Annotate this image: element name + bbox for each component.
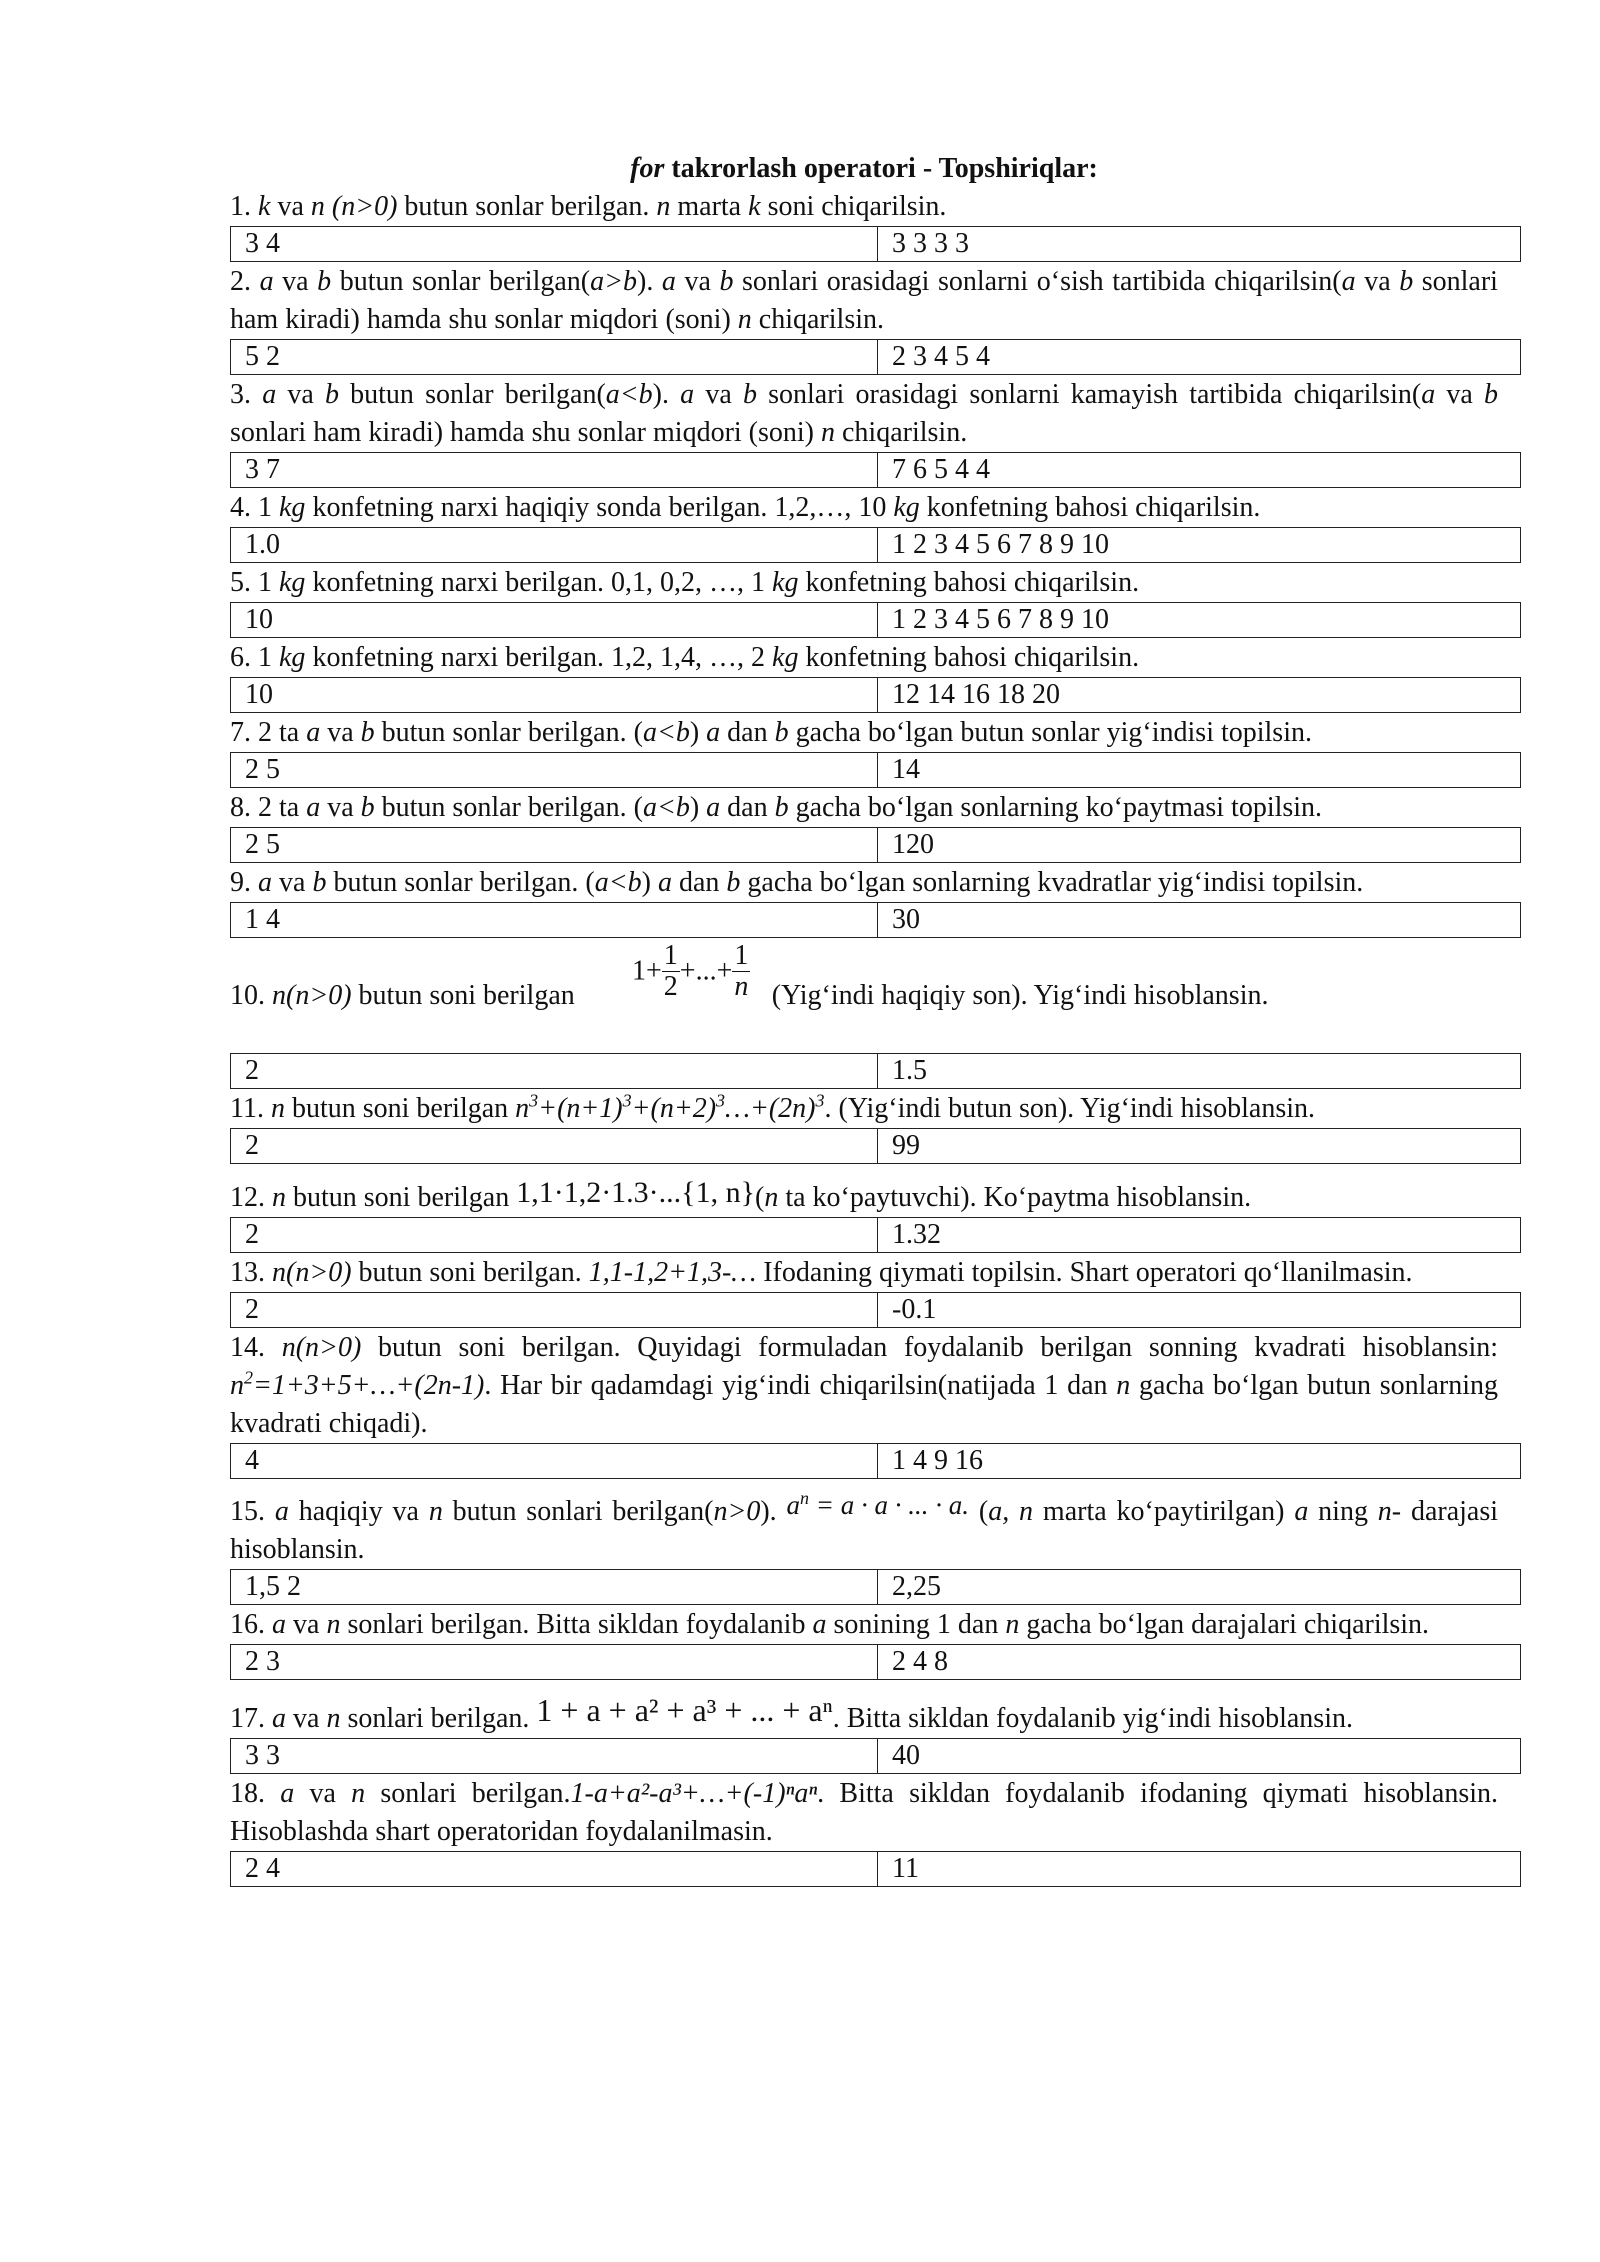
output-cell: 99 [878,1129,1521,1164]
task-11: 11. n butun soni berilgan $n^3+(n+1)^3+(n+2)^3\dots+(2n)^3$. (Yig‘indi butun son). Yig‘indi hisoblansin. [230,1090,1316,1124]
formula-cube-sum: $n^3+(n+1)^3+(n+2)^3\dots+(2n)^3$ [515,1090,825,1124]
output-cell: 1 2 3 4 5 6 7 8 9 10 [878,528,1521,563]
task-8: 8. 2 ta a va b butun sonlar berilgan. (a<b) a dan b gacha bo‘lgan sonlarning ko‘paytmasi topilsin. [230,792,1323,823]
output-cell: 30 [878,903,1521,938]
input-cell: 3 7 [231,453,878,488]
output-cell: 12 14 16 18 20 [878,678,1521,713]
io-table-2 [230,339,1521,375]
output-cell: 3 3 3 3 [878,227,1521,262]
output-cell: 11 [878,1852,1521,1887]
input-cell: 2 [231,1054,878,1089]
input-cell: 10 [231,603,878,638]
formula-square: $n^2=1+3+5+\dots+(2n-1)$ [230,1367,485,1401]
io-table-12 [230,1217,1521,1253]
io-table-3 [230,452,1521,488]
task-1: 1. k va n (n>0) butun sonlar berilgan. n marta k soni chiqarilsin. [230,191,947,222]
input-cell: 3 3 [231,1739,878,1774]
formula-power: $a^n = a \cdot a$ · ... · a. [786,1488,970,1520]
io-table-14 [230,1443,1521,1479]
io-table-16 [230,1644,1521,1680]
input-cell: 2 5 [231,828,878,863]
output-cell: 1 4 9 16 [878,1444,1521,1479]
io-table-8 [230,827,1521,863]
input-cell: 10 [231,678,878,713]
task-13: 13. n(n>0) butun soni berilgan. 1,1-1,2+1,3-… Ifodaning qiymati topilsin. Shart operatori qo‘llanilmasin. [230,1257,1413,1288]
output-cell: 1.5 [878,1054,1521,1089]
input-cell: 4 [231,1444,878,1479]
input-cell: 2 5 [231,753,878,788]
input-cell: 1 4 [231,903,878,938]
task-2: 2. a va b butun sonlar berilgan(a>b). a va b sonlari orasidagi sonlarni o‘sish tartibida chiqarilsin(a va b sonlari ham kiradi) hamda shu sonlar miqdori (soni) n chiqarilsin. [230,266,1498,335]
input-cell: 2 3 [231,1645,878,1680]
task-9: 9. a va b butun sonlar berilgan. (a<b) a dan b gacha bo‘lgan sonlarning kvadratlar yig‘indisi topilsin. [230,867,1364,898]
output-cell: 14 [878,753,1521,788]
input-cell: 1.0 [231,528,878,563]
output-cell: 2,25 [878,1570,1521,1605]
input-cell: 1,5 2 [231,1570,878,1605]
formula-geometric-sum: 1 + a + a² + a³ + ... + aⁿ [536,1692,833,1728]
fraction-half: $\frac{1}{2}$ [663,940,678,1002]
output-cell: 1.32 [878,1218,1521,1253]
io-table-6 [230,677,1521,713]
task-10: 1+ $\frac{1}{2}$ +...+ $\frac{1}{n}$ 10. n(n>0) butun soni berilgan (Yig‘indi haqiqiy son). Yig‘indi hisoblansin. [230,940,1269,1011]
io-table-11 [230,1128,1521,1164]
io-table-13 [230,1292,1521,1328]
output-cell: 7 6 5 4 4 [878,453,1521,488]
output-cell: 2 4 8 [878,1645,1521,1680]
io-table-18 [230,1851,1521,1887]
io-table-9 [230,902,1521,938]
task-5: 5. 1 kg konfetning narxi berilgan. 0,1, 0,2, …, 1 kg konfetning bahosi chiqarilsin. [230,567,1140,598]
io-table-7 [230,752,1521,788]
output-cell: 40 [878,1739,1521,1774]
task-17: 17. a va n sonlari berilgan. 1 + a + a² + a³ + ... + aⁿ. Bitta sikldan foydalanib yig‘indi hisoblansin. [230,1692,1353,1734]
document-page [230,150,1498,1888]
task-18: 18. a va n sonlari berilgan.1-a+a²-a³+…+(-1)ⁿaⁿ. Bitta sikldan foydalanib ifodaning qiymati hisoblansin. Hisoblashda shart operatoridan foydalanilmasin. [230,1778,1499,1847]
formula-alternating: 1,1-1,2+1,3-… [588,1257,757,1288]
task-7: 7. 2 ta a va b butun sonlar berilgan. (a<b) a dan b gacha bo‘lgan butun sonlar yig‘indisi topilsin. [230,717,1312,748]
io-table-4 [230,527,1521,563]
input-cell: 2 [231,1129,878,1164]
input-cell: 5 2 [231,340,878,375]
task-15: 15. a haqiqiy va n butun sonlari berilgan(n>0). $a^n = a \cdot a$ · ... · a. (a, n marta ko‘paytirilgan) a ning n- darajasi hisoblansin. [230,1488,1499,1565]
io-table-15 [230,1569,1521,1605]
task-16: 16. a va n sonlari berilgan. Bitta sikldan foydalanib a sonining 1 dan n gacha bo‘lgan darajalari chiqarilsin. [230,1609,1430,1640]
output-cell: -0.1 [878,1293,1521,1328]
task-6: 6. 1 kg konfetning narxi berilgan. 1,2, 1,4, …, 2 kg konfetning bahosi chiqarilsin. [230,642,1140,673]
formula-alternating-powers: 1-a+a²-a³+…+(-1)ⁿaⁿ [570,1778,818,1809]
formula-product: 1,1·1,2·1.3·...{1, n} [516,1176,755,1209]
output-cell: 2 3 4 5 4 [878,340,1521,375]
fraction-one-over-n: $\frac{1}{n}$ [734,940,749,1002]
output-cell: 1 2 3 4 5 6 7 8 9 10 [878,603,1521,638]
task-14: 14. n(n>0) butun soni berilgan. Quyidagi formuladan foydalanib berilgan sonning kvadrati hisoblansin: $n^2=1+3+5+\dots+(2n-1)$. Har bir qadamdagi yig‘indi chiqarilsin(natijada 1 dan n gacha bo‘lgan butun sonlarning kvadrati chiqadi). [230,1332,1499,1439]
io-table-10 [230,1053,1521,1089]
io-table-1 [230,226,1521,262]
input-cell: 2 4 [231,1852,878,1887]
input-cell: 2 [231,1218,878,1253]
page-title: for takrorlash operatori - Topshiriqlar: [630,153,1098,184]
input-cell: 2 [231,1293,878,1328]
io-table-5 [230,602,1521,638]
task-3: 3. a va b butun sonlar berilgan(a<b). a va b sonlari orasidagi sonlarni kamayish tartibida chiqarilsin(a va b sonlari ham kiradi) hamda shu sonlar miqdori (soni) n chiqarilsin. [230,379,1498,448]
output-cell: 120 [878,828,1521,863]
io-table-17 [230,1738,1521,1774]
task-12: 12. n butun soni berilgan 1,1·1,2·1.3·...{1, n}(n ta ko‘paytuvchi). Ko‘paytma hisoblansin. [230,1165,1498,1217]
formula-sum-reciprocals: 1+ $\frac{1}{2}$ +...+ $\frac{1}{n}$ [632,940,749,1002]
input-cell: 3 4 [231,227,878,262]
task-4: 4. 1 kg konfetning narxi haqiqiy sonda berilgan. 1,2,…, 10 kg konfetning bahosi chiqarilsin. [230,492,1261,523]
